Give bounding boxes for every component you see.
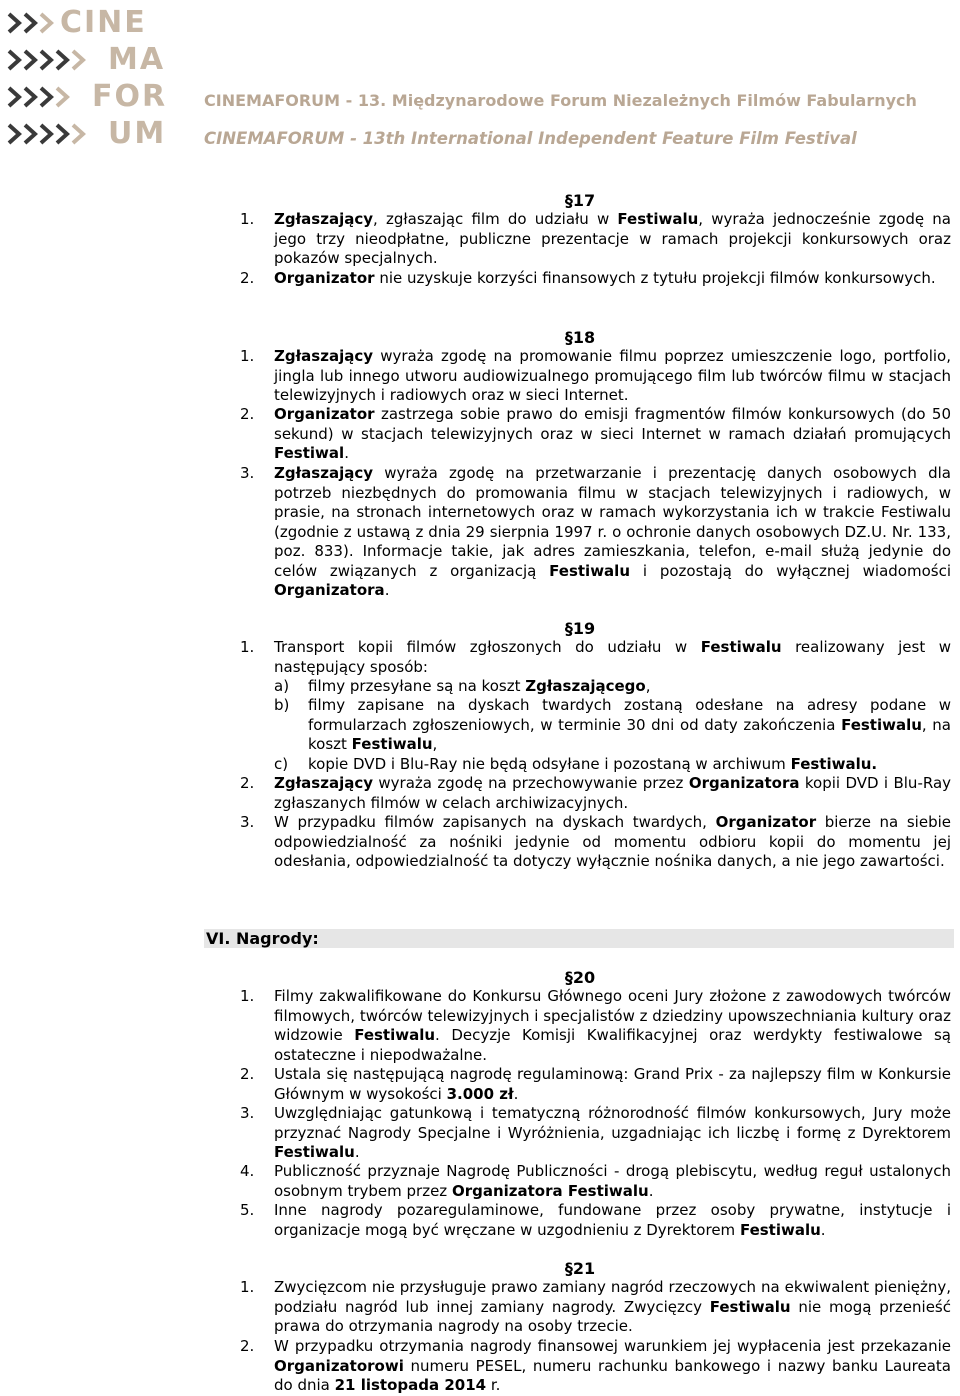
item-number: 1. (240, 210, 255, 228)
subitem-19-c: kopie DVD i Blu-Ray nie będą odsyłane i pozostaną w archiwum Festiwalu. (308, 755, 878, 773)
paragraph-17-1: Zgłaszający, zgłaszając film do udziału w Festiwalu, wyraża jednocześnie zgodę na jego trzy nieodpłatne, publiczne prezentacje w ramach projekcji konkursowych oraz pokazów specjalnych. (274, 210, 951, 267)
chevron-arrows-icon (6, 121, 106, 147)
paragraph-19-2: Zgłaszający wyraża zgodę na przechowywanie przez Organizatora kopii DVD i Blu-Ray zgłaszanych filmów w celach archiwizacyjnych. (274, 774, 952, 812)
paragraph-18-3: Zgłaszający wyraża zgodę na przetwarzanie i prezentację danych osobowych dla potrzeb niezbędnych do promowania filmu w stacjach telewizyjnych i radiowych, w prasie, na stronach internetowych oraz w ramach wykorzystania ich w trakcie Festiwalu (zgodnie z ustawą z dnia 29 sierpnia 1997 r. o ochronie danych osobowych DZ.U. Nr. 133, poz. 833). Informacje takie, jak adres zamieszkania, telefon, e-mail służą jedynie do celów związanych z organizacją Festiwalu i pozostają do wyłącznej wiadomości Organizatora. (274, 464, 951, 599)
subitem-19-a: filmy przesyłane są na koszt Zgłaszającego, (308, 677, 651, 695)
item-number: 2. (240, 774, 255, 792)
item-number: 1. (240, 638, 255, 656)
chevron-arrows-icon (6, 47, 106, 73)
subitem-label: b) (274, 696, 290, 714)
item-number: 2. (240, 405, 255, 423)
item-number: 3. (240, 813, 255, 831)
section-heading-18: §18 (564, 328, 596, 347)
paragraph-20-1: Filmy zakwalifikowane do Konkursu Głównego oceni Jury złożone z zawodowych twórców filmowych, twórców telewizyjnych i specjalistów z dziedziny upowszechniania kultury oraz widzowie Festiwalu. Decyzje Komisji Kwalifikacyjnej oraz werdykty festiwalowe są ostateczne i niepodważalne. (274, 987, 951, 1064)
header-title-en: CINEMAFORUM - 13th International Independent Feature Film Festival (204, 129, 857, 148)
chapter-heading: VI. Nagrody: (204, 929, 954, 948)
paragraph-19-1: Transport kopii filmów zgłoszonych do udziału w Festiwalu realizowany jest w następujący sposób: (274, 638, 951, 676)
paragraph-18-2: Organizator zastrzega sobie prawo do emisji fragmentów filmów konkursowych (do 50 sekund) w stacjach telewizyjnych oraz w sieci Internet w ramach działań promujących Festiwal. (274, 405, 951, 462)
subitem-19-b: filmy zapisane na dyskach twardych zostaną odesłane na adresy podane w formularzach zgłoszeniowych, w terminie 30 dni od daty zakończenia Festiwalu, na koszt Festiwalu, (308, 696, 951, 753)
item-number: 4. (240, 1162, 255, 1180)
item-number: 2. (240, 269, 255, 287)
section-heading-21: §21 (564, 1259, 596, 1278)
logo-word-4: UM (108, 115, 167, 151)
paragraph-20-2: Ustala się następującą nagrodę regulaminową: Grand Prix - za najlepszy film w Konkursie Głównym w wysokości 3.000 zł. (274, 1065, 951, 1103)
paragraph-21-2: W przypadku otrzymania nagrody finansowej warunkiem jej wypłacenia jest przekazanie Organizatorowi numeru PESEL, numeru rachunku bankowego i nazwy banku Laureata do dnia 21 listopada 2014 r. (274, 1337, 951, 1394)
item-number: 3. (240, 464, 255, 482)
section-heading-19: §19 (564, 619, 596, 638)
paragraph-20-4: Publiczność przyznaje Nagrodę Publiczności - drogą plebiscytu, według reguł ustalonych osobnym trybem przez Organizatora Festiwalu. (274, 1162, 951, 1200)
subitem-label: a) (274, 677, 290, 695)
logo-row-1 (6, 4, 166, 41)
item-number: 1. (240, 1278, 255, 1296)
logo-row-3 (6, 78, 166, 115)
item-number: 2. (240, 1065, 255, 1083)
paragraph-20-5: Inne nagrody pozaregulaminowe, fundowane przez osoby prywatne, instytucje i organizacje mogą być wręczane w uzgodnieniu z Dyrektorem Festiwalu. (274, 1201, 951, 1239)
paragraph-20-3: Uwzględniając gatunkową i tematyczną różnorodność filmów konkursowych, Jury może przyznać Nagrody Specjalne i Wyróżnienia, uzgadniając ich liczbę i formę z Dyrektorem Festiwalu. (274, 1104, 951, 1161)
paragraph-17-2: Organizator nie uzyskuje korzyści finansowych z tytułu projekcji filmów konkursowych. (274, 269, 936, 287)
item-number: 1. (240, 987, 255, 1005)
paragraph-19-3: W przypadku filmów zapisanych na dyskach twardych, Organizator bierze na siebie odpowiedzialność za nośniki jedynie od momentu odbioru kopii do momentu jej odesłania, odpowiedzialność ta dotyczy wyłącznie nośnika danych, a nie jego zawartości. (274, 813, 951, 870)
section-heading-20: §20 (564, 968, 596, 987)
paragraph-21-1: Zwycięzcom nie przysługuje prawo zamiany nagród rzeczowych na ekwiwalent pieniężny, podziału nagród lub innej zamiany nagrody. Zwycięzcy Festiwalu nie mogą przenieść prawa do otrzymania nagrody na osoby trzecie. (274, 1278, 951, 1335)
item-number: 5. (240, 1201, 255, 1219)
logo-row-2 (6, 41, 166, 78)
section-heading-17: §17 (564, 191, 596, 210)
item-number: 1. (240, 347, 255, 365)
chevron-arrows-icon (6, 84, 90, 110)
chevron-arrows-icon (6, 10, 58, 36)
subitem-label: c) (274, 755, 289, 773)
logo-word-3: FOR (92, 78, 168, 114)
paragraph-18-1: Zgłaszający wyraża zgodę na promowanie filmu poprzez umieszczenie logo, portfolio, jingla lub innego utworu audiowizualnego promującego film lub twórców filmu w stacjach telewizyjnych i radiowych oraz w sieci Internet. (274, 347, 951, 404)
header-title-pl: CINEMAFORUM - 13. Międzynarodowe Forum Niezależnych Filmów Fabularnych (204, 91, 917, 110)
logo-row-4 (6, 115, 166, 152)
logo-word-1: CINE (60, 4, 147, 40)
logo-word-2: MA (108, 41, 166, 77)
item-number: 3. (240, 1104, 255, 1122)
item-number: 2. (240, 1337, 255, 1355)
festival-logo (6, 4, 166, 152)
